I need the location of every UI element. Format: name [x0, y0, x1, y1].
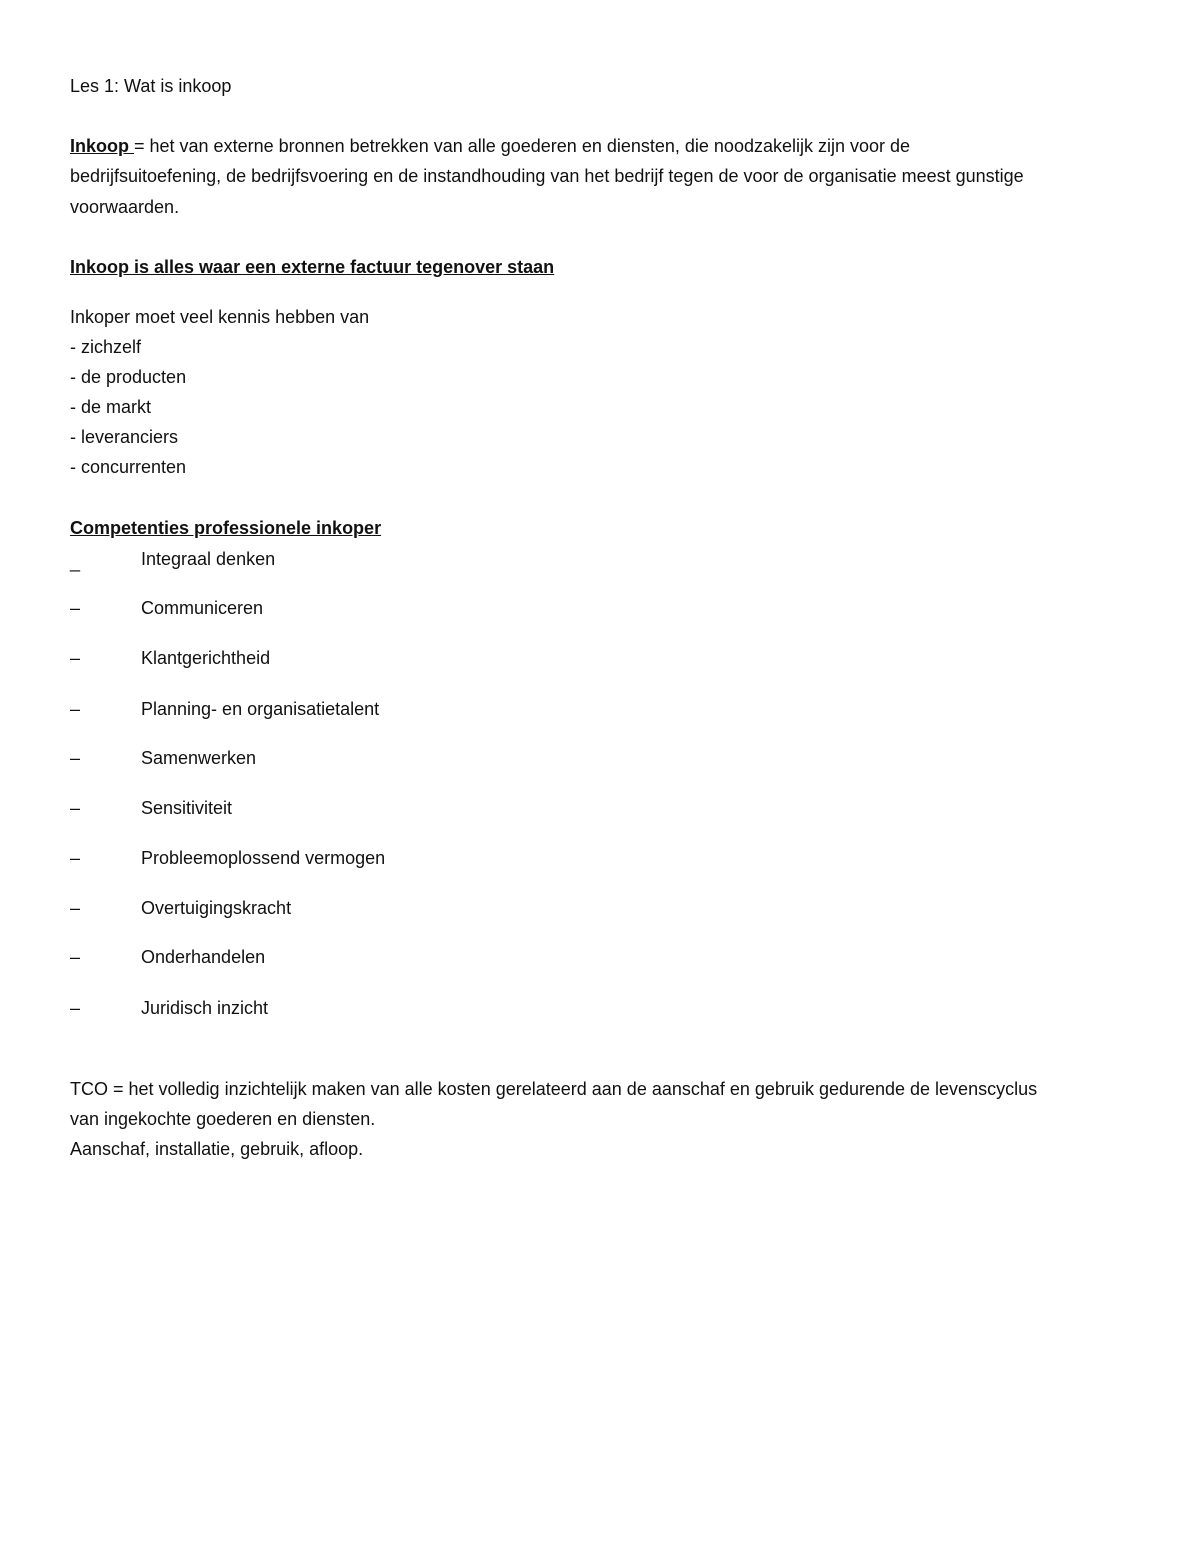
- definition-term: Inkoop: [70, 136, 134, 156]
- bullet-dash: –: [70, 748, 81, 768]
- document-title: Les 1: Wat is inkoop: [70, 76, 232, 96]
- definition-line-3: voorwaarden.: [70, 197, 180, 217]
- competency-label: Sensitiviteit: [141, 798, 233, 818]
- competency-label: Klantgerichtheid: [141, 648, 271, 668]
- tco-line-1: TCO = het volledig inzichtelijk maken van alle kosten gerelateerd aan de aanschaf en gebruik gedurende de levenscyclus: [70, 1079, 1038, 1099]
- bullet-dash: –: [70, 699, 81, 719]
- knowledge-item: - de markt: [70, 397, 152, 417]
- definition-line-2: bedrijfsuitoefening, de bedrijfsvoering en de instandhouding van het bedrijf tegen de voor de organisatie meest gunstige: [70, 166, 1024, 186]
- definition-text: = het van externe bronnen betrekken van alle goederen en diensten, die noodzakelijk zijn voor de: [134, 136, 911, 156]
- competency-label: Samenwerken: [141, 748, 257, 768]
- tco-line-2: van ingekochte goederen en diensten.: [70, 1109, 376, 1129]
- knowledge-item: - concurrenten: [70, 457, 187, 477]
- competency-label: Probleemoplossend vermogen: [141, 848, 386, 868]
- bullet-dash: –: [70, 798, 81, 818]
- knowledge-item: - zichzelf: [70, 337, 142, 357]
- competency-label: Integraal denken: [141, 549, 276, 569]
- definition-line-1: [70, 135, 910, 157]
- competency-label: Juridisch inzicht: [141, 998, 269, 1018]
- competency-label: Onderhandelen: [141, 947, 266, 967]
- competency-label: Communiceren: [141, 598, 264, 618]
- bullet-dash: –: [70, 998, 81, 1018]
- knowledge-intro: Inkoper moet veel kennis hebben van: [70, 307, 370, 327]
- bullet-dash: –: [70, 648, 81, 668]
- bullet-dash: –: [70, 947, 81, 967]
- competencies-heading: Competenties professionele inkoper: [70, 518, 382, 538]
- competency-label: Overtuigingskracht: [141, 898, 292, 918]
- bullet-dash: –: [70, 848, 81, 868]
- bullet-dash: –: [70, 898, 81, 918]
- statement-heading: Inkoop is alles waar een externe factuur tegenover staan: [70, 257, 555, 277]
- knowledge-item: - leveranciers: [70, 427, 179, 447]
- bullet-dash: –: [70, 598, 81, 618]
- competency-label: Planning- en organisatietalent: [141, 699, 380, 719]
- knowledge-item: - de producten: [70, 367, 187, 387]
- tco-line-3: Aanschaf, installatie, gebruik, afloop.: [70, 1139, 364, 1159]
- bullet-dash: _: [70, 552, 81, 572]
